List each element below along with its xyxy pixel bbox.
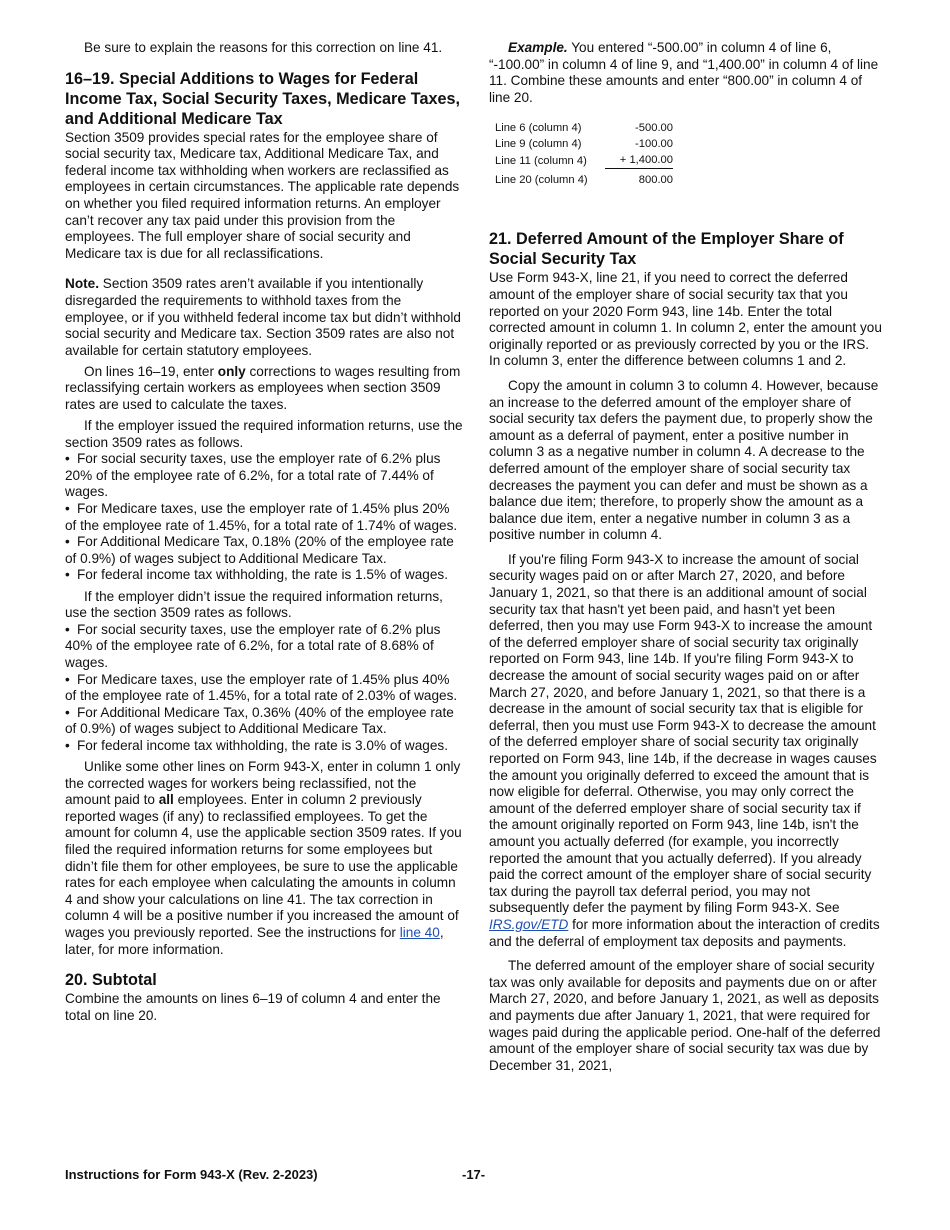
table-cell-value: + 1,400.00 bbox=[605, 152, 673, 169]
list-item-text: For Additional Medicare Tax, 0.18% (20% of the employee rate of 0.9%) of wages subject to Additional Medicare Tax. bbox=[65, 534, 454, 566]
lines-text-pre: On lines 16–19, enter bbox=[84, 363, 214, 379]
footer-title: Instructions for Form 943-X (Rev. 2-2023) bbox=[65, 1167, 318, 1182]
line-40-link[interactable]: line 40 bbox=[399, 924, 440, 940]
line-21-filing-paragraph bbox=[489, 552, 883, 950]
bullet-icon: • bbox=[65, 671, 70, 687]
table-cell-value: 800.00 bbox=[638, 174, 673, 187]
note-text: Section 3509 rates aren’t available if you intentionally disregarded the requirements to withhold taxes from the employee, or if you withheld federal income tax but didn’t withhold social security and Medicare tax. Section 3509 rates are also not available for certain statutory employees. bbox=[65, 276, 461, 358]
not-issued-returns-paragraph: If the employer didn’t issue the required information returns, use the section 3509 rates as follows. bbox=[65, 588, 443, 621]
example-paragraph bbox=[489, 40, 883, 106]
table-cell-value: -100.00 bbox=[635, 138, 673, 151]
list-item-text: For Medicare taxes, use the employer rate of 1.45% plus 20% of the employee rate of 1.45%, for a total rate of 1.74% of wages. bbox=[65, 501, 458, 533]
list-item-text: For federal income tax withholding, the rate is 3.0% of wages. bbox=[77, 737, 449, 753]
list-item bbox=[65, 567, 463, 584]
right-column bbox=[489, 40, 883, 1079]
bullet-icon: • bbox=[65, 704, 70, 720]
line-21-copy-paragraph: Copy the amount in column 3 to column 4. However, because an increase to the deferred amount of the employer share of social security tax defers the payment due, to properly show the amount as a deferral of payment, enter a positive number in column 3 as a negative number in column 4. A decrease to the deferred amount of the employer share of social security tax decreases the payment you can defer and must be shown as a balance due item; therefore, to properly show the amount as a balance due item, enter a negative number in column 3 as a positive number in column 4. bbox=[489, 377, 879, 543]
not-issued-rates-list bbox=[65, 622, 463, 755]
unlike-text-mid: employees. Enter in column 2 previously reported wages (if any) to reclassified employees. To get the amount for column 4, use the applicable section 3509 rates. If you filed the required information returns for some employees but didn’t file them for other employees, be sure to use the applicable rates for each employee when calculating the amounts in column 4 and show your calculations on line 41. The tax correction in column 4 will be a positive number if you increased the amount of wages you previously reported. See the instructions for bbox=[65, 792, 462, 940]
page-number: -17- bbox=[462, 1167, 486, 1182]
heading-line-21: 21. Deferred Amount of the Employer Share of Social Security Tax bbox=[489, 230, 844, 269]
table-row bbox=[495, 120, 673, 136]
bullet-icon: • bbox=[65, 567, 70, 583]
bullet-icon: • bbox=[65, 534, 70, 550]
list-item bbox=[65, 705, 463, 738]
table-cell-label: Line 20 (column 4) bbox=[495, 174, 588, 187]
table-row bbox=[495, 169, 673, 189]
intro-paragraph: Be sure to explain the reasons for this correction on line 41. bbox=[84, 40, 443, 55]
line-21-deferred-paragraph: The deferred amount of the employer share of social security tax was only available for deposits and payments due on or after March 27, 2020, and before January 1, 2021, as well as deposits and payments due after January 1, 2021, that were required for wages paid during the applicable period. One-half of the deferred amount of the employer share of social security tax was due by December 31, 2021, bbox=[489, 958, 881, 1073]
bullet-icon: • bbox=[65, 621, 70, 637]
table-row bbox=[495, 152, 673, 169]
note-label: Note. bbox=[65, 276, 99, 292]
bullet-icon: • bbox=[65, 737, 70, 753]
list-item bbox=[65, 451, 463, 501]
lines-16-19-paragraph bbox=[65, 364, 463, 414]
list-item bbox=[65, 738, 463, 755]
table-cell-label: Line 11 (column 4) bbox=[495, 154, 587, 167]
table-cell-label: Line 6 (column 4) bbox=[495, 122, 582, 135]
heading-line-20: 20. Subtotal bbox=[65, 971, 157, 990]
example-table bbox=[495, 120, 673, 188]
unlike-text-post: , later, for more information. bbox=[65, 924, 444, 957]
example-text: You entered “-500.00” in column 4 of line 6, “-100.00” in column 4 of line 9, and “1,400.00” in column 4 of line 11. Combine these amounts and enter “800.00” in column 4 of line 20. bbox=[489, 40, 879, 105]
table-cell-value: -500.00 bbox=[635, 122, 673, 135]
list-item-text: For Medicare taxes, use the employer rate of 1.45% plus 40% of the employee rate of 1.45%, for a total rate of 2.03% of wages. bbox=[65, 671, 458, 704]
lines-text-bold: only bbox=[217, 363, 246, 379]
list-item bbox=[65, 672, 463, 705]
line-21-use-paragraph: Use Form 943-X, line 21, if you need to correct the deferred amount of the employer share of social security tax that you reported on your 2020 Form 943, line 14b. Enter the total corrected amount in column 1. In column 2, enter the amount you originally reported or as previously corrected by you or the IRS. In column 3, enter the difference between columns 1 and 2. bbox=[489, 270, 882, 369]
unlike-text-bold: all bbox=[158, 792, 174, 808]
filing-text-pre: If you're filing Form 943-X to increase the amount of social security wages paid on or after March 27, 2020, and before January 1, 2021, so that there is an additional amount of social security tax that hasn't yet been paid, and hasn't yet been deferred, then you may use Form 943-X to increase the amount of the deferred employer share of social security tax originally reported on Form 943, line 14b. If you're filing Form 943-X to decrease the amount of social security wages paid on or after March 27, 2020, and before January 1, 2021, so that there is a decrease in the amount of social security tax that is eligible for deferral, then you must use Form 943-X to decrease the amount of the deferred employer share of social security tax originally reported on Form 943, line 14b, if the decrease in wages causes the amount you originally deferred to exceed the amount that is now eligible for deferral. Otherwise, you may only correct the amount of the deferred employer share of social security tax if the amount originally reported on Form 943, line 14b, isn't the amount you actually deferred (for example, you incorrectly reported the amount that you actually deferred). If you already paid the correct amount of the employer share of social security tax during the payroll tax deferral period, you may not subsequently defer the payment by filing Form 943-X. See bbox=[489, 551, 877, 916]
lines-text-post: corrections to wages resulting from reclassifying certain workers as employees when section 3509 rates are used to calculate the taxes. bbox=[65, 363, 461, 412]
table-cell-label: Line 9 (column 4) bbox=[495, 138, 582, 151]
subtotal-paragraph: Combine the amounts on lines 6–19 of column 4 and enter the total on line 20. bbox=[65, 991, 441, 1023]
unlike-other-lines-paragraph bbox=[65, 759, 463, 958]
bullet-icon: • bbox=[65, 501, 70, 517]
section-3509-paragraph: Section 3509 provides special rates for the employee share of social security tax, Medicare tax, Additional Medicare Tax, and federal income tax withholding when workers are reclassified as employees in certain circumstances. The applicable rate depends on whether you filed required information returns. An employer can’t recover any tax paid under this provision from the employees. The full employer share of social security and Medicare tax is due for all reclassifications. bbox=[65, 129, 460, 261]
list-item-text: For social security taxes, use the employer rate of 6.2% plus 40% of the employee rate of 6.2%, for a total rate of 8.68% of wages. bbox=[65, 621, 441, 670]
table-row bbox=[495, 136, 673, 152]
issued-returns-paragraph: If the employer issued the required information returns, use the section 3509 rates as follows. bbox=[65, 418, 463, 450]
list-item bbox=[65, 534, 463, 567]
heading-lines-16-19: 16–19. Special Additions to Wages for Federal Income Tax, Social Security Taxes, Medicare Taxes, and Additional Medicare Tax bbox=[65, 69, 460, 128]
list-item-text: For federal income tax withholding, the rate is 1.5% of wages. bbox=[77, 567, 449, 583]
irs-etd-link[interactable]: IRS.gov/ETD bbox=[489, 916, 569, 932]
unlike-text-pre: Unlike some other lines on Form 943-X, enter in column 1 only the corrected wages for workers being reclassified, not the amount paid to bbox=[65, 758, 461, 808]
list-item-text: For Additional Medicare Tax, 0.36% (40% of the employee rate of 0.9%) of wages subject to Additional Medicare Tax. bbox=[65, 704, 454, 737]
list-item-text: For social security taxes, use the employer rate of 6.2% plus 20% of the employee rate of 6.2%, for a total rate of 7.44% of wages. bbox=[65, 451, 441, 500]
issued-rates-list bbox=[65, 451, 463, 584]
filing-text-post: for more information about the interaction of credits and the deferral of employment tax deposits and payments. bbox=[489, 916, 880, 949]
left-column bbox=[65, 40, 463, 1029]
example-label: Example. bbox=[508, 40, 568, 55]
list-item bbox=[65, 622, 463, 672]
note-paragraph bbox=[65, 276, 463, 359]
list-item bbox=[65, 501, 463, 534]
bullet-icon: • bbox=[65, 451, 70, 467]
